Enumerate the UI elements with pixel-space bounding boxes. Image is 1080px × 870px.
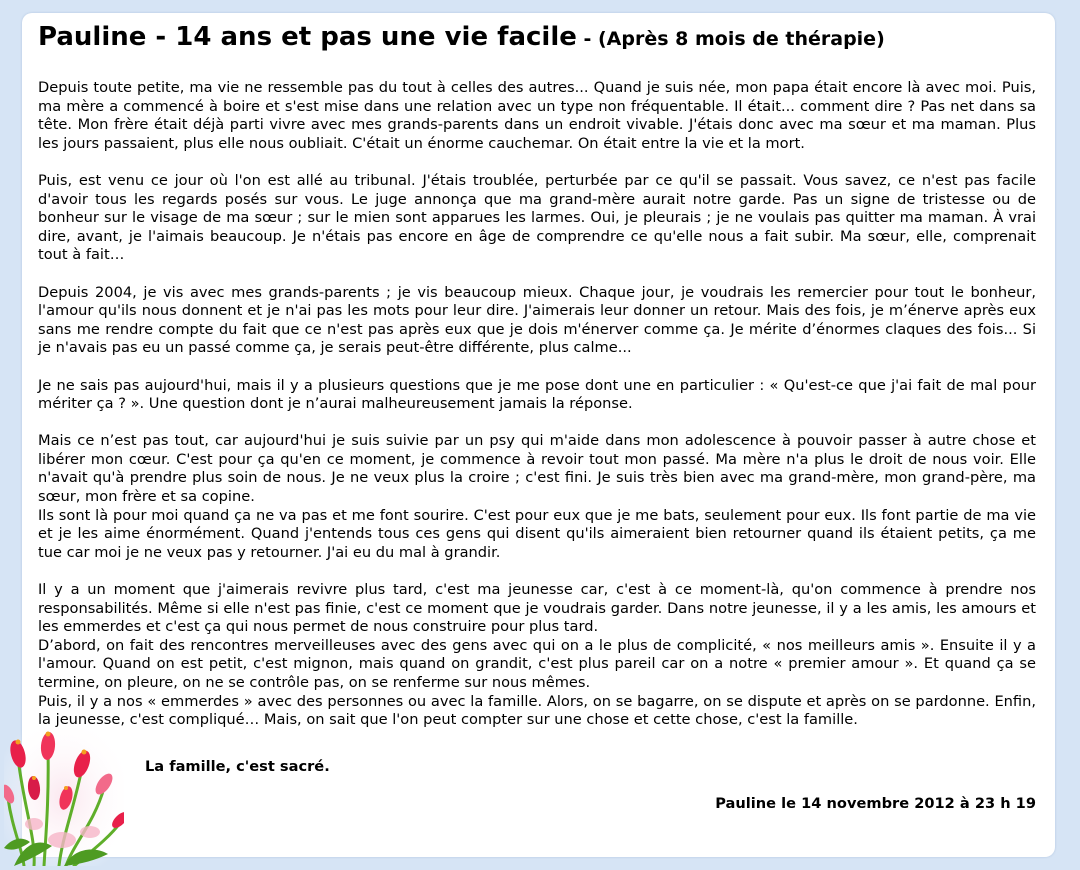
paragraph: Puis, est venu ce jour où l'on est allé au tribunal. J'étais troublée, perturbée par ce qu'il se passait. Vous savez, ce n'est pas facile d'avoir tous les regards posés sur vous. Le juge annonça que ma grand-mère aurait notre garde. Pas un signe de tristesse ou de bonheur sur le visage de ma sœur ; sur le mien sont apparues les larmes. Oui, je pleurais ; je ne voulais pas quitter ma maman. À vrai dire, avant, je l'aimais beaucoup. Je n'étais pas encore en âge de comprendre ce qu'elle nous a fait subir. Ma sœur, elle, comprenait tout à fait… [38, 171, 1036, 264]
paragraph: Mais ce n’est pas tout, car aujourd'hui je suis suivie par un psy qui m'aide dans mon adolescence à pouvoir passer à autre chose et libérer mon cœur. C'est pour ça qu'en ce moment, je commence à revoir tout mon passé. Ma mère n'a plus le droit de nous voir. Elle n'avait qu'à prendre plus soin de nous. Je ne veux plus la croire ; c'est fini. Je suis très bien avec ma grand-mère, mon grand-père, ma sœur, mon frère et sa copine. [38, 432, 1036, 506]
paragraph: Depuis toute petite, ma vie ne ressemble pas du tout à celles des autres... Quand je suis née, mon papa était encore là avec moi. Puis, ma mère a commencé à boire et s'est mise dans une relation avec un type non fréquentable. Il était... comment dire ? Pas net dans sa tête. Mon frère était déjà parti vivre avec mes grands-parents dans un endroit vivable. J'étais donc avec ma sœur et ma maman. Plus les jours passaient, plus elle nous oubliait. C'était un énorme cauchemar. On était entre la vie et la mort. [38, 79, 1036, 152]
flower-icon [4, 728, 124, 866]
paragraph: D’abord, on fait des rencontres merveilleuses avec des gens avec qui on a le plus de complicité, « nos meilleurs amis ». Ensuite il y a l'amour. Quand on est petit, c'est mignon, mais quand on grandit, c'est plus pareil car on a notre « premier amour ». Et quand ça se termine, on pleure, on ne se contrôle pas, on se renferme sur nous mêmes. [38, 636, 1036, 691]
article-body [38, 79, 1036, 730]
paragraph: Depuis 2004, je vis avec mes grands-parents ; je vis beaucoup mieux. Chaque jour, je voudrais les remercier pour tout le bonheur, l'amour qu'ils nous donnent et je n'ai pas les mots pour leur dire. J'aimerais leur donner un retour. Mais des fois, je m’énerve après eux sans me rendre compte du fait que ce n'est pas après eux que je dois m'énerver comme ça. Je mérite d’énormes claques des fois... Si je n'avais pas eu un passé comme ça, je serais peut-être différente, plus calme... [38, 283, 1036, 357]
article-content [38, 20, 1036, 730]
paragraph: Puis, il y a nos « emmerdes » avec des personnes ou avec la famille. Alors, on se bagarre, on se dispute et après on se pardonne. Enfin, la jeunesse, c'est compliqué… Mais, on sait que l'on peut compter sur une chose et cette chose, c'est la famille. [38, 692, 1036, 729]
article-title: Pauline - 14 ans et pas une vie facile [38, 22, 577, 52]
closing-motto: La famille, c'est sacré. [145, 758, 330, 775]
paragraph: Je ne sais pas aujourd'hui, mais il y a plusieurs questions que je me pose dont une en particulier : « Qu'est-ce que j'ai fait de mal pour mériter ça ? ». Une question dont je n’aurai malheureusement jamais la réponse. [38, 376, 1036, 413]
article-subtitle: - (Après 8 mois de thérapie) [576, 28, 885, 50]
paragraph: Ils sont là pour moi quand ça ne va pas et me font sourire. C'est pour eux que je me bats, seulement pour eux. Ils font partie de ma vie et je les aime énormément. Quand j'entends tous ces gens qui disent qu'ils aimeraient bien retourner quand ils étaient petits, ça me tue car moi je ne veux pas y retourner. J'ai eu du mal à grandir. [38, 506, 1036, 561]
page-title [38, 20, 1036, 56]
paragraph: Il y a un moment que j'aimerais revivre plus tard, c'est ma jeunesse car, c'est à ce moment-là, qu'on commence à prendre nos responsabilités. Même si elle n'est pas finie, c'est ce moment que je voudrais garder. Dans notre jeunesse, il y a les amis, les amours et les emmerdes et c'est ça qui nous permet de nous construire pour plus tard. [38, 581, 1036, 636]
signature: Pauline le 14 novembre 2012 à 23 h 19 [715, 795, 1036, 812]
